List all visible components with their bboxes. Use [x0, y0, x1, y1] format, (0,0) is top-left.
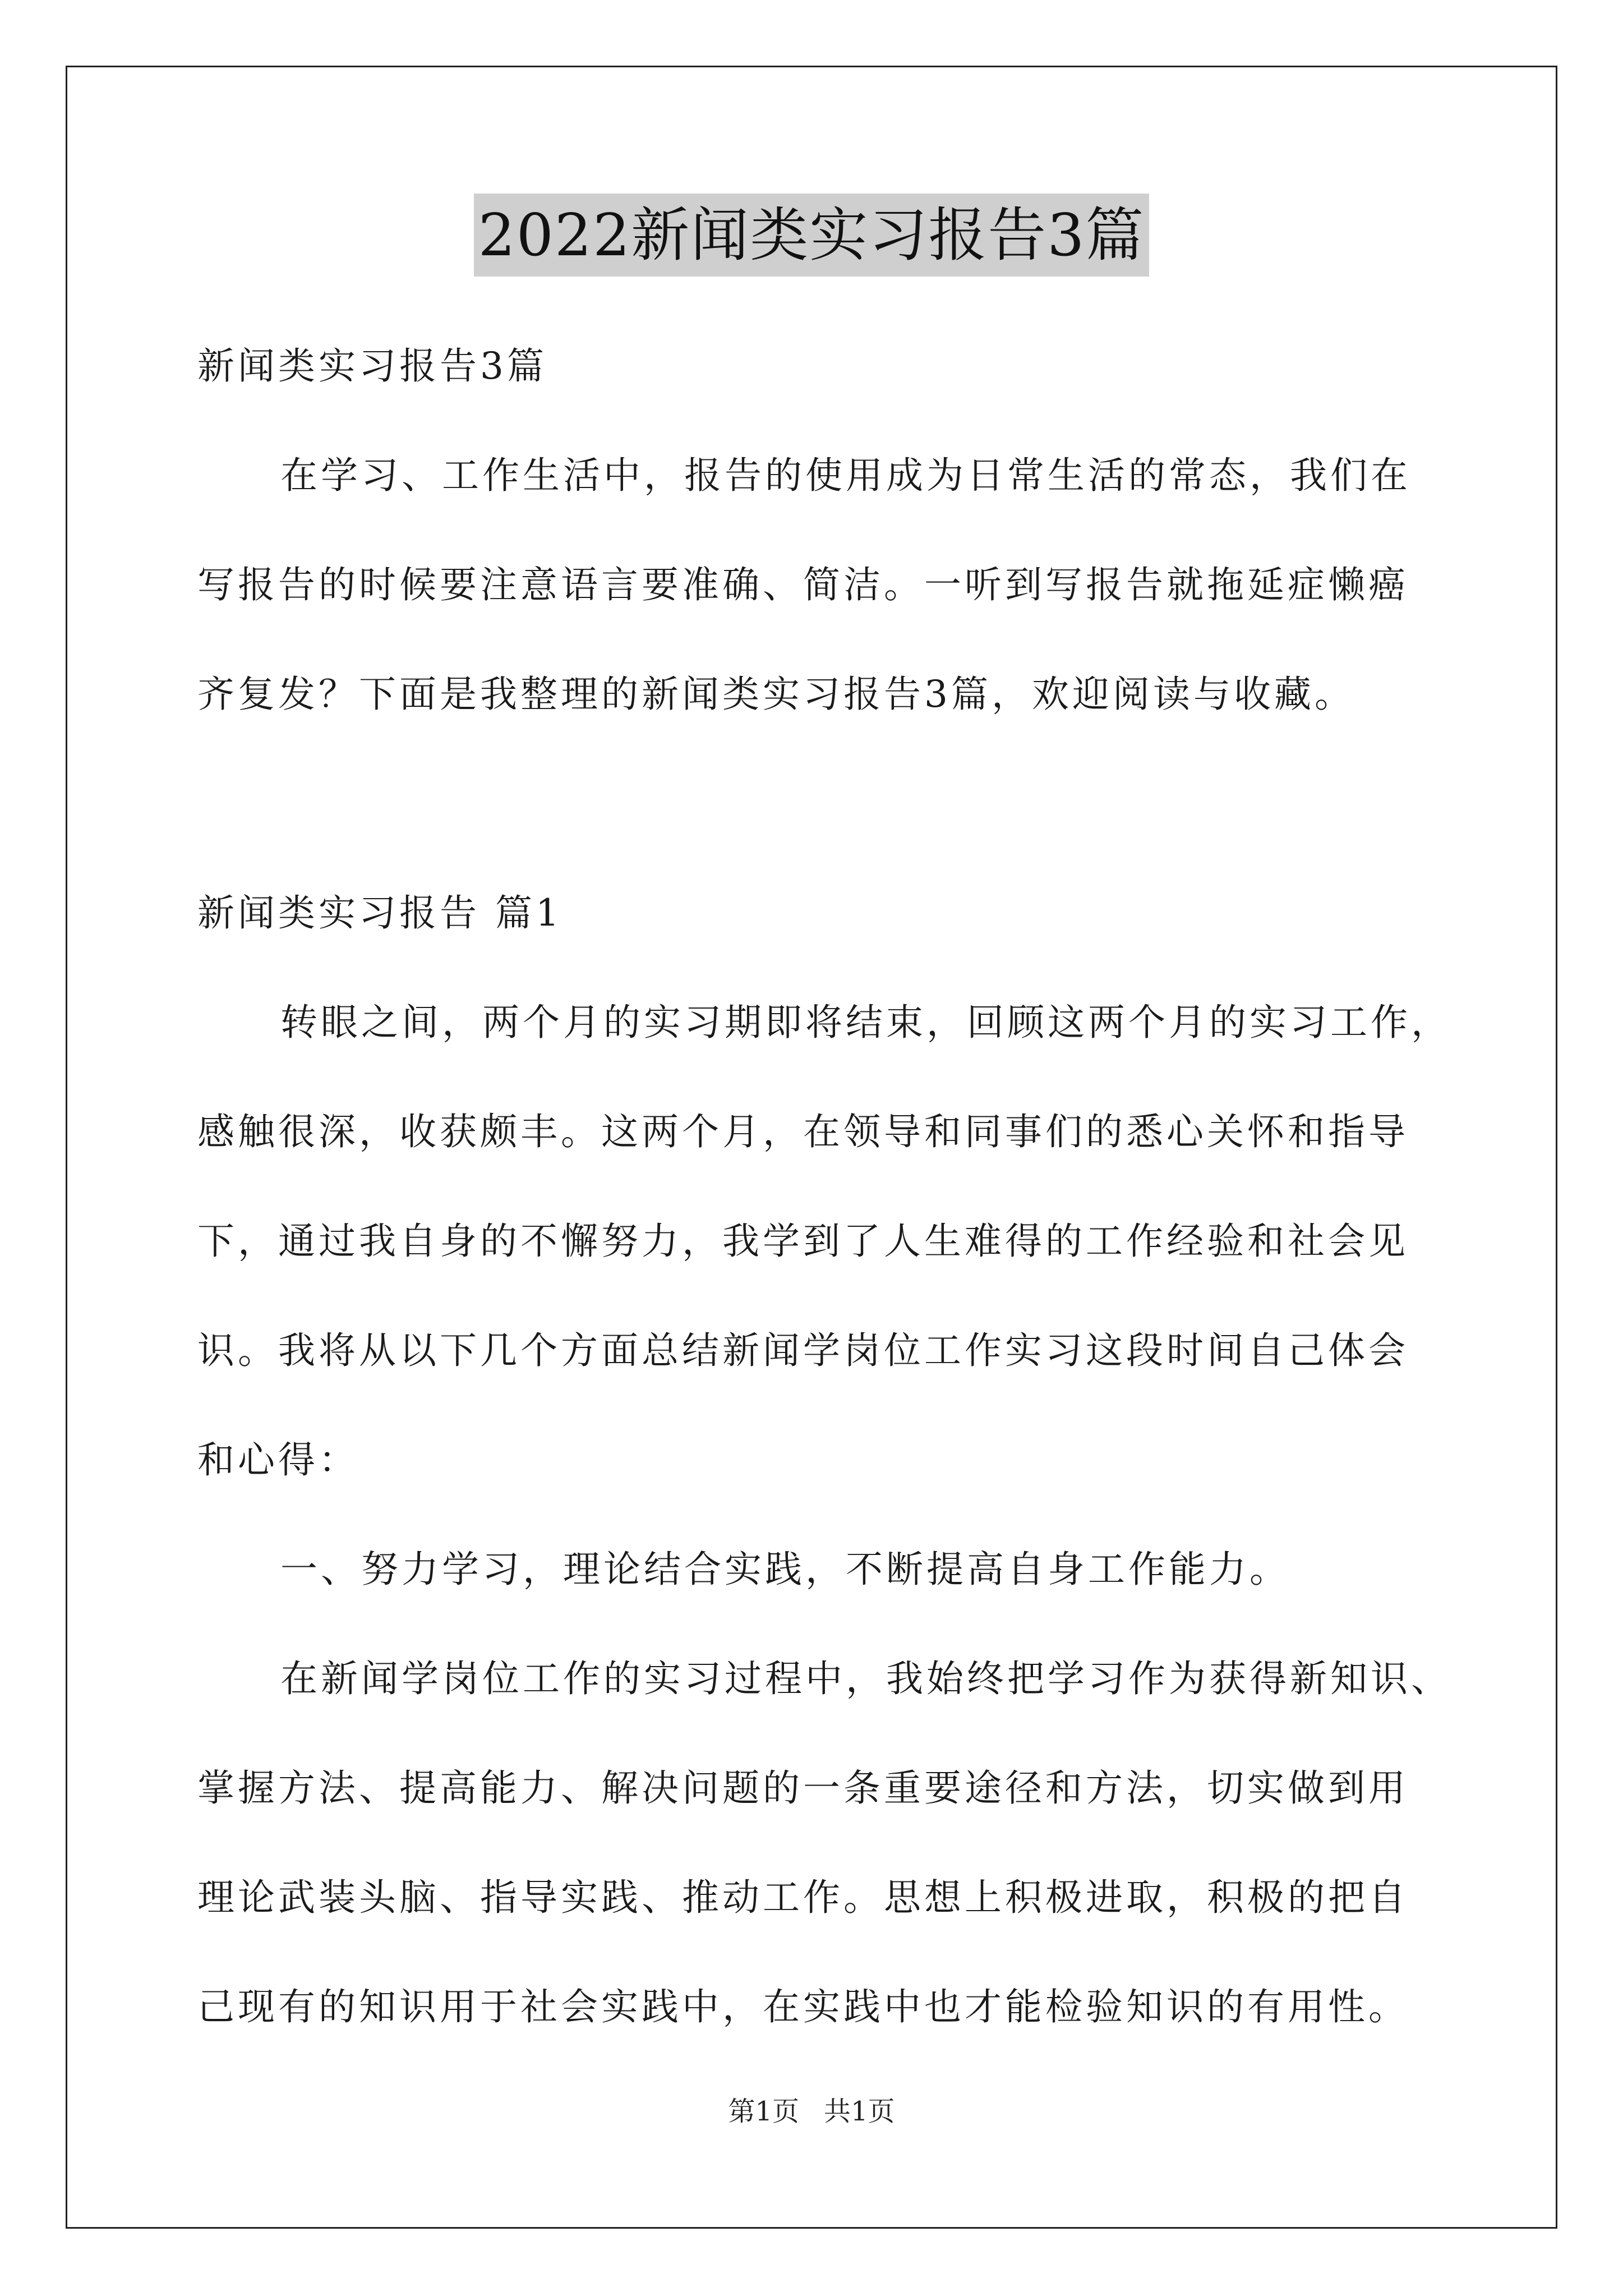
paragraph-spacer [197, 749, 1442, 858]
document-body [197, 311, 1451, 2062]
paragraph-line: 感触很深，收获颇丰。这两个月，在领导和同事们的悉心关怀和指导 [197, 1110, 1409, 1153]
subsection-heading: 一、努力学习，理论结合实践，不断提高自身工作能力。 [280, 1548, 1290, 1591]
page-number-current: 第1页 [728, 2096, 799, 2127]
paragraph-line: 下，通过我自身的不懈努力，我学到了人生难得的工作经验和社会见 [197, 1220, 1409, 1263]
paragraph-line: 在学习、工作生活中，报告的使用成为日常生活的常态，我们在 [280, 454, 1411, 497]
paragraph-line: 掌握方法、提高能力、解决问题的一条重要途径和方法，切实做到用 [197, 1766, 1409, 1810]
paragraph-line: 和心得： [197, 1438, 359, 1481]
paragraph-line: 己现有的知识用于社会实践中，在实践中也才能检验知识的有用性。 [197, 1985, 1409, 2028]
paragraph-line: 理论武装头脑、指导实践、推动工作。思想上积极进取，积极的把自 [197, 1876, 1409, 1919]
page-footer [0, 2090, 1623, 2128]
paragraph-line: 写报告的时候要注意语言要准确、简洁。一听到写报告就拖延症懒癌 [197, 563, 1409, 606]
intro-heading: 新闻类实习报告3篇 [197, 344, 547, 388]
paragraph-line: 识。我将从以下几个方面总结新闻学岗位工作实习这段时间自己体会 [197, 1329, 1409, 1372]
paragraph-line: 转眼之间，两个月的实习期即将结束，回顾这两个月的实习工作， [280, 1001, 1451, 1044]
paragraph-line: 在新闻学岗位工作的实习过程中，我始终把学习作为获得新知识、 [280, 1657, 1451, 1700]
page-number-total: 共1页 [824, 2096, 895, 2127]
document-title: 2022新闻类实习报告3篇 [474, 194, 1150, 277]
paragraph-line: 齐复发？下面是我整理的新闻类实习报告3篇，欢迎阅读与收藏。 [197, 673, 1355, 716]
section-heading: 新闻类实习报告 篇1 [197, 891, 562, 935]
title-container [0, 194, 1623, 277]
